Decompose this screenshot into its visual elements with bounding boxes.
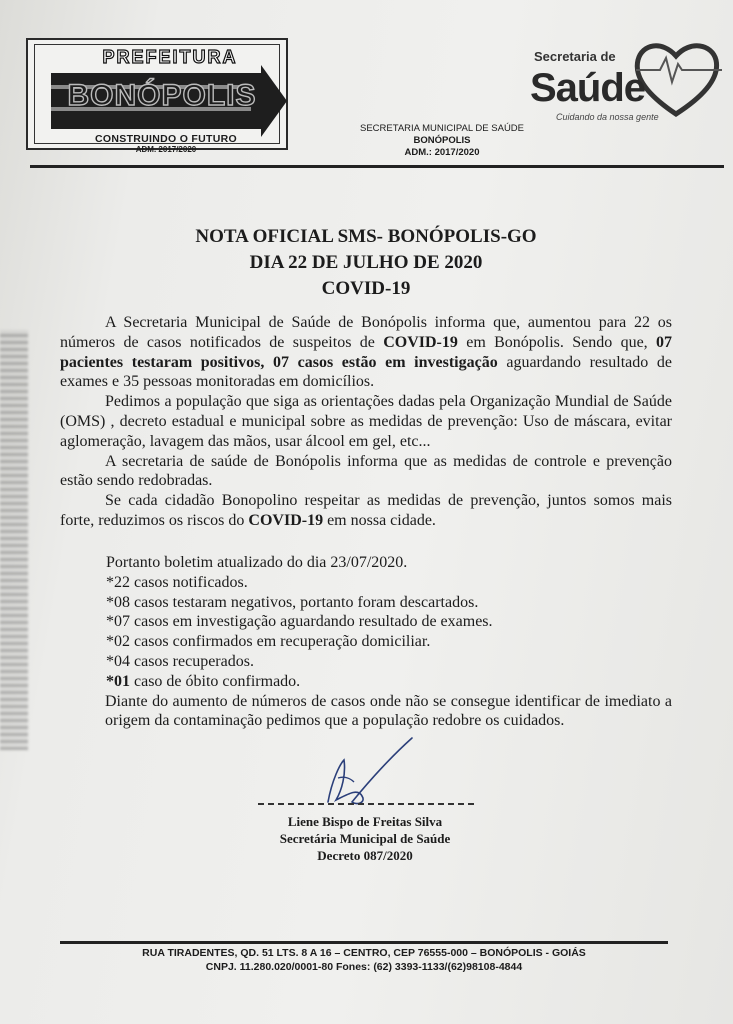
signature-line xyxy=(258,803,474,805)
footer-divider xyxy=(60,941,668,944)
bulletin-item: *04 casos recuperados. xyxy=(106,652,254,670)
logo-prefeitura-text: PREFEITURA xyxy=(102,47,238,67)
bulletin-intro: Portanto boletim atualizado do dia 23/07/2020. xyxy=(106,554,408,571)
scan-shadow xyxy=(0,330,28,750)
bulletin-closing: Diante do aumento de números de casos onde não se consegue identificar de imediato a origem da contaminação pedimos que a população redobre os cuidados. xyxy=(105,692,672,730)
prefeitura-logo xyxy=(26,38,288,154)
title-line-3: COVID-19 xyxy=(321,278,411,299)
paragraph-2: Pedimos a população que siga as orientações dadas pela Organização Mundial de Saúde (OMS) , decreto estadual e municipal sobre as medidas de prevenção: Uso de máscara, evitar aglomeração, lavagem das mãos, usar álcool em gel, etc... xyxy=(60,393,672,450)
signatory-decree: Decreto 087/2020 xyxy=(317,848,413,863)
title-line-1: NOTA OFICIAL SMS- BONÓPOLIS-GO xyxy=(195,226,537,247)
header-divider xyxy=(30,165,724,168)
bulletin-item: *07 casos em investigação aguardando resultado de exames. xyxy=(106,613,493,631)
secretaria-header xyxy=(330,123,554,159)
header-line-3: ADM.: 2017/2020 xyxy=(404,147,480,158)
bulletin-item: *22 casos notificados. xyxy=(106,573,248,591)
saude-name-text: Saúde xyxy=(530,66,646,110)
bulletin-item: *02 casos confirmados em recuperação domiciliar. xyxy=(106,633,431,651)
title-line-2: DIA 22 DE JULHO DE 2020 xyxy=(249,252,483,273)
bulletin xyxy=(60,553,672,731)
paragraph-3: A secretaria de saúde de Bonópolis informa que as medidas de controle e prevenção estão sendo redobradas. xyxy=(60,452,672,490)
saude-sec-text: Secretaria de xyxy=(534,49,616,64)
bulletin-item: *01 caso de óbito confirmado. xyxy=(106,672,301,690)
footer-address: RUA TIRADENTES, QD. 51 LTS. 8 A 16 – CENTRO, CEP 76555-000 – BONÓPOLIS - GOIÁS xyxy=(142,947,586,959)
signatory-role: Secretária Municipal de Saúde xyxy=(279,831,451,846)
paragraph-1: A Secretaria Municipal de Saúde de Bonópolis informa que, aumentou para 22 os números de casos notificados de suspeitos de COVID-19 em Bonópolis. Sendo que, 07 pacientes testaram positivos, 07 casos estão em investigação aguardando resultado de exames e 35 pessoas monitoradas em domicílios. xyxy=(60,314,673,391)
paragraph-4: Se cada cidadão Bonopolino respeitar as medidas de prevenção, juntos somos mais forte, reduzimos os riscos do COVID-19 em nossa cidade. xyxy=(60,492,672,529)
header-line-1: SECRETARIA MUNICIPAL DE SAÚDE xyxy=(360,123,524,134)
header-line-2: BONÓPOLIS xyxy=(413,135,471,146)
footer xyxy=(60,946,668,974)
document-title xyxy=(60,224,672,302)
logo-slogan: CONSTRUINDO O FUTURO xyxy=(95,133,237,145)
handwritten-signature xyxy=(318,730,428,814)
logo-bonopolis-text: BONÓPOLIS xyxy=(67,79,257,112)
footer-contact: CNPJ. 11.280.020/0001-80 Fones: (62) 3393-1133/(62)98108-4844 xyxy=(205,961,523,973)
saude-slogan: Cuidando da nossa gente xyxy=(556,112,659,122)
body-text xyxy=(60,313,672,531)
signature-block xyxy=(210,813,520,864)
logo-adm: ADM. 2017/2020 xyxy=(135,145,197,154)
bulletin-item: *08 casos testaram negativos, portanto foram descartados. xyxy=(106,593,479,611)
saude-logo xyxy=(526,34,726,130)
signatory-name: Liene Bispo de Freitas Silva xyxy=(287,814,443,829)
